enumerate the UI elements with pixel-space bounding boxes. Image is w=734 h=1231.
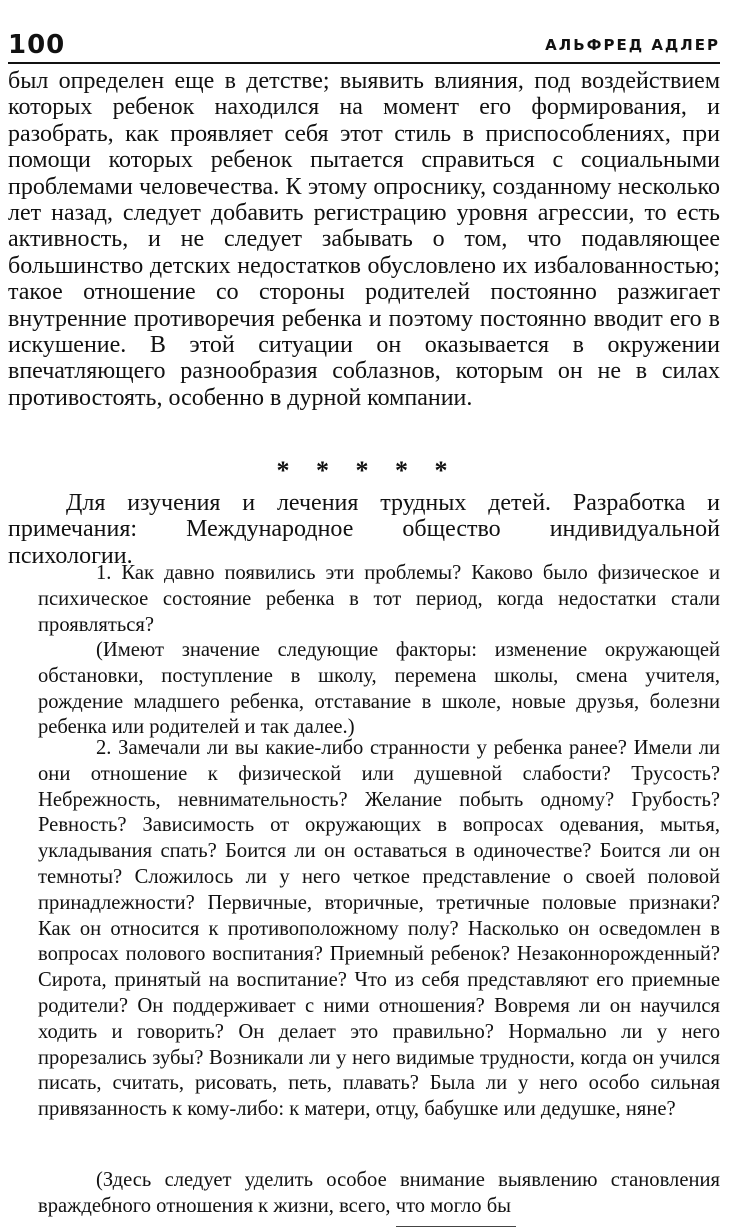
running-head: АЛЬФРЕД АДЛЕР (545, 36, 720, 54)
continued-paragraph: был определен еще в детстве; выявить влияния, под воздействием которых ребенок находился на момент его формирования, и разобрать, как проявляет себя этот стиль в приспособлениях, при помощи которых ребенок пытается справиться с социальными проблемами человечества. К этому опроснику, созданному несколько лет назад, следует добавить регистрацию уровня агрессии, то есть активность, и не следует забывать о том, что подавляющее большинство детских недостатков обусловлено их избалованностью; такое отношение со стороны родителей постоянно разжигает внутренние противоречия ребенка и поэтому постоянно вводит его в искушение. В этой ситуации он оказывается в окружении впечатляющего разнообразия соблазнов, которым он не в силах противостоять, особенно в дурной компании. (8, 68, 720, 411)
question-1-note: (Имеют значение следующие факторы: изменение окружающей обстановки, поступление в школу, перемена школы, смена учителя, рождение младшего ребенка, отставание в школе, новые друзья, болезни ребенка или родителей и так далее.) (38, 639, 720, 739)
footer-rule (396, 1226, 516, 1227)
question-1: 1. Как давно появились эти проблемы? Каково было физическое и психическое состояние ребенка в тот период, когда недостатки стали проявляться? (38, 562, 720, 636)
questionnaire-intro: Для изучения и лечения трудных детей. Разработка и примечания: Международное общество индивидуальной психологии. (8, 490, 720, 569)
question-2-note: (Здесь следует уделить особое внимание выявлению становления враждебного отношения к жизни, всего, что могло бы (38, 1169, 720, 1217)
page-number: 100 (8, 30, 66, 60)
section-separator: * * * * * (276, 456, 458, 485)
page-header (8, 30, 720, 64)
question-2: 2. Замечали ли вы какие-либо странности у ребенка ранее? Имели ли они отношение к физической или душевной слабости? Трусость? Небрежность, невнимательность? Желание побыть одному? Грубость? Ревность? Зависимость от окружающих в вопросах одевания, мытья, укладывания спать? Боится ли он оставаться в одиночестве? Боится ли он темноты? Сложилось ли у него четкое представление о своей половой принадлежности? Первичные, вторичные, третичные половые признаки? Как он относится к противоположному полу? Насколько он осведомлен в вопросах полового воспитания? Приемный ребенок? Незаконнорожденный? Сирота, принятый на воспитание? Что из себя представляют его приемные родители? Он поддерживает с ними отношения? Вовремя ли он научился ходить и говорить? Он делает это правильно? Нормально ли у него прорезались зубы? Возникали ли у него видимые трудности, когда он учился писать, считать, рисовать, петь, плавать? Была ли у него особо сильная привязанность к кому-либо: к матери, отцу, бабушке или дедушке, няне? (38, 737, 720, 1121)
